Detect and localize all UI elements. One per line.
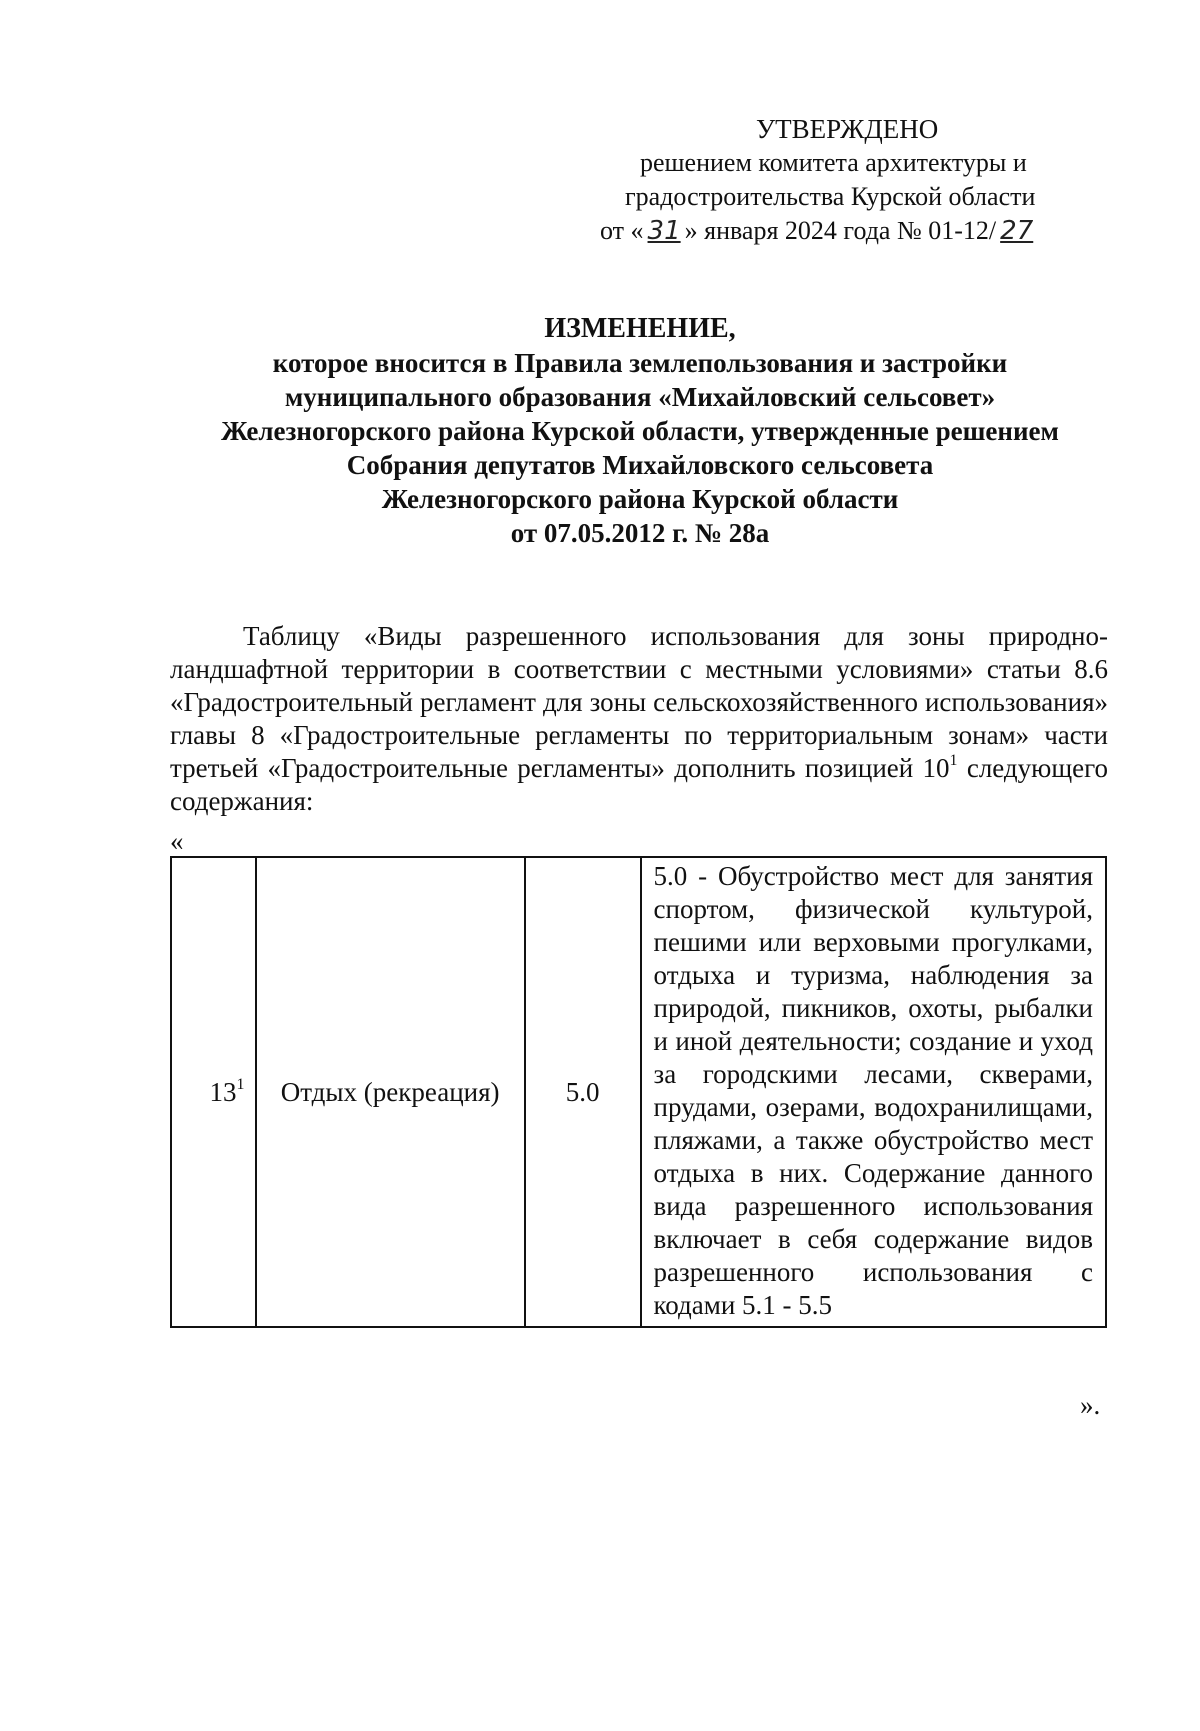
closing-quote: ». — [1080, 1390, 1101, 1420]
cell-number: $13^1$ — [171, 857, 256, 1327]
title-line-2: которое вносится в Правила землепользования и застройки — [272, 348, 1008, 378]
title-heading: ИЗМЕНЕНИЕ, — [544, 313, 736, 344]
approval-line-committee: градостроительства Курской области — [625, 182, 1036, 211]
table-row — [171, 857, 1106, 1327]
handwritten-number: 27 — [1000, 216, 1034, 246]
approval-line-date — [600, 214, 1100, 248]
cell-use-code: 5.0 — [525, 857, 641, 1327]
cell-use-description: 5.0 - Обустройство мест для занятия спортом, физической культурой, пешими или верховыми прогулками, отдыха и туризма, наблюдения за природой, пикников, охоты, рыбалки и иной деятельности; создание и уход за городскими лесами, скверами, прудами, озерами, водохранилищами, пляжами, а также обустройство мест отдыха в них. Содержание данного вида разрешенного использования включает в себя содержание видов разрешенного использования с кодами 5.1 - 5.5 — [641, 857, 1106, 1327]
number-superscript: 1 — [236, 1075, 245, 1093]
cell-use-name: Отдых (рекреация) — [256, 857, 525, 1327]
approval-stamp — [600, 112, 1100, 248]
title-line-5: Собрания депутатов Михайловского сельсовета — [346, 450, 934, 480]
approval-heading: УТВЕРЖДЕНО — [756, 114, 939, 144]
date-prefix: от « — [600, 216, 644, 245]
opening-quote: « — [170, 826, 184, 856]
title-line-6: Железногорского района Курской области — [381, 484, 899, 514]
intro-text-end: следующего содержания: — [170, 753, 1109, 816]
date-middle: » января 2024 года № 01-12/ — [684, 216, 997, 245]
intro-superscript: 1 — [949, 752, 958, 769]
title-line-7: от 07.05.2012 г. № 28а — [510, 518, 770, 548]
intro-text: Таблицу «Виды разрешенного использования для зоны природно-ландшафтной территории в соответствии с местными условиями» статьи 8.6 «Градостроительный регламент для зоны сельскохозяйственного использования» главы 8 «Градостроительные регламенты по территориальным зонам» части третьей «Градостроительные регламенты» дополнить позицией 10 — [170, 621, 1108, 783]
approval-line-decision: решением комитета архитектуры и — [640, 148, 1027, 177]
title-line-3: муниципального образования «Михайловский сельсовет» — [284, 382, 996, 412]
title-line-4: Железногорского района Курской области, утвержденные решением — [221, 416, 1059, 446]
handwritten-day: 31 — [647, 216, 681, 246]
intro-paragraph — [170, 620, 1108, 818]
land-use-table — [170, 856, 1107, 1328]
document-title — [140, 312, 1140, 550]
